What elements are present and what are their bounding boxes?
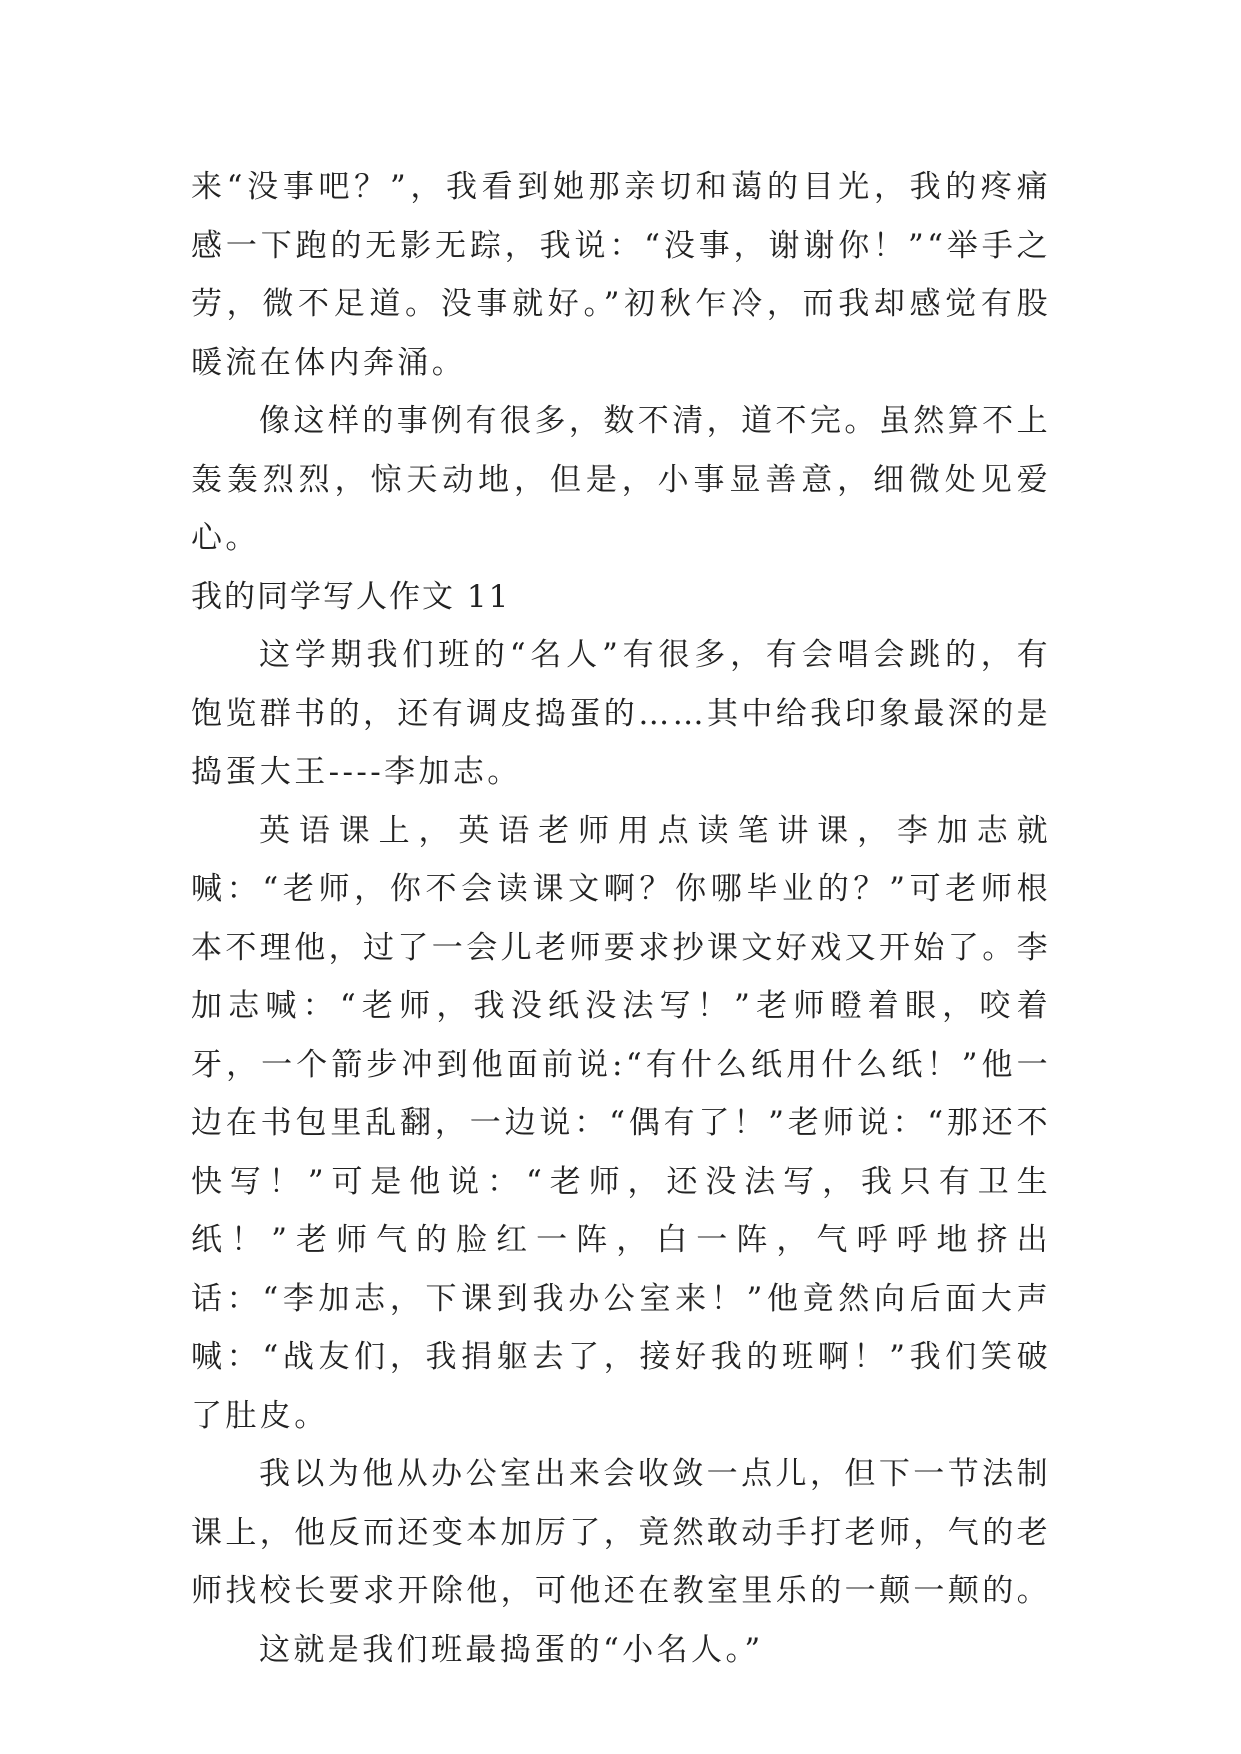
paragraph-intro: 这学期我们班的“名人”有很多，有会唱会跳的，有饱览群书的，还有调皮捣蛋的……其中给我印象最深的是捣蛋大王----李加志。 [191,637,1051,790]
paragraph-conclusion: 这就是我们班最捣蛋的“小名人。” [259,1631,764,1668]
essay-title: 我的同学写人作文 11 [191,578,511,615]
paragraph-law-class: 我以为他从办公室出来会收敛一点儿，但下一节法制课上，他反而还变本加厉了，竟然敢动手打老师，气的老师找校长要求开除他，可他还在教室里乐的一颠一颠的。 [191,1456,1051,1609]
paragraph-continued: 来“没事吧？”，我看到她那亲切和蔼的目光，我的疼痛感一下跑的无影无踪，我说：“没事，谢谢你！”“举手之劳，微不足道。没事就好。”初秋乍冷，而我却感觉有股暖流在体内奔涌。 [191,169,1051,381]
paragraph-english-class: 英语课上，英语老师用点读笔讲课，李加志就喊：“老师，你不会读课文啊？你哪毕业的？”可老师根本不理他，过了一会儿老师要求抄课文好戏又开始了。李加志喊：“老师，我没纸没法写！”老师瞪着眼，咬着牙，一个箭步冲到他面前说:“有什么纸用什么纸！”他一边在书包里乱翻，一边说：“偶有了！”老师说：“那还不快写！”可是他说：“老师，还没法写，我只有卫生纸！”老师气的脸红一阵，白一阵，气呼呼地挤出话：“李加志，下课到我办公室来！”他竟然向后面大声喊：“战友们，我捐躯去了，接好我的班啊！”我们笑破了肚皮。 [191,812,1051,1434]
document-body [191,158,1051,1679]
paragraph-examples: 像这样的事例有很多，数不清，道不完。虽然算不上轰轰烈烈，惊天动地，但是，小事显善意，细微处见爱心。 [191,403,1051,556]
